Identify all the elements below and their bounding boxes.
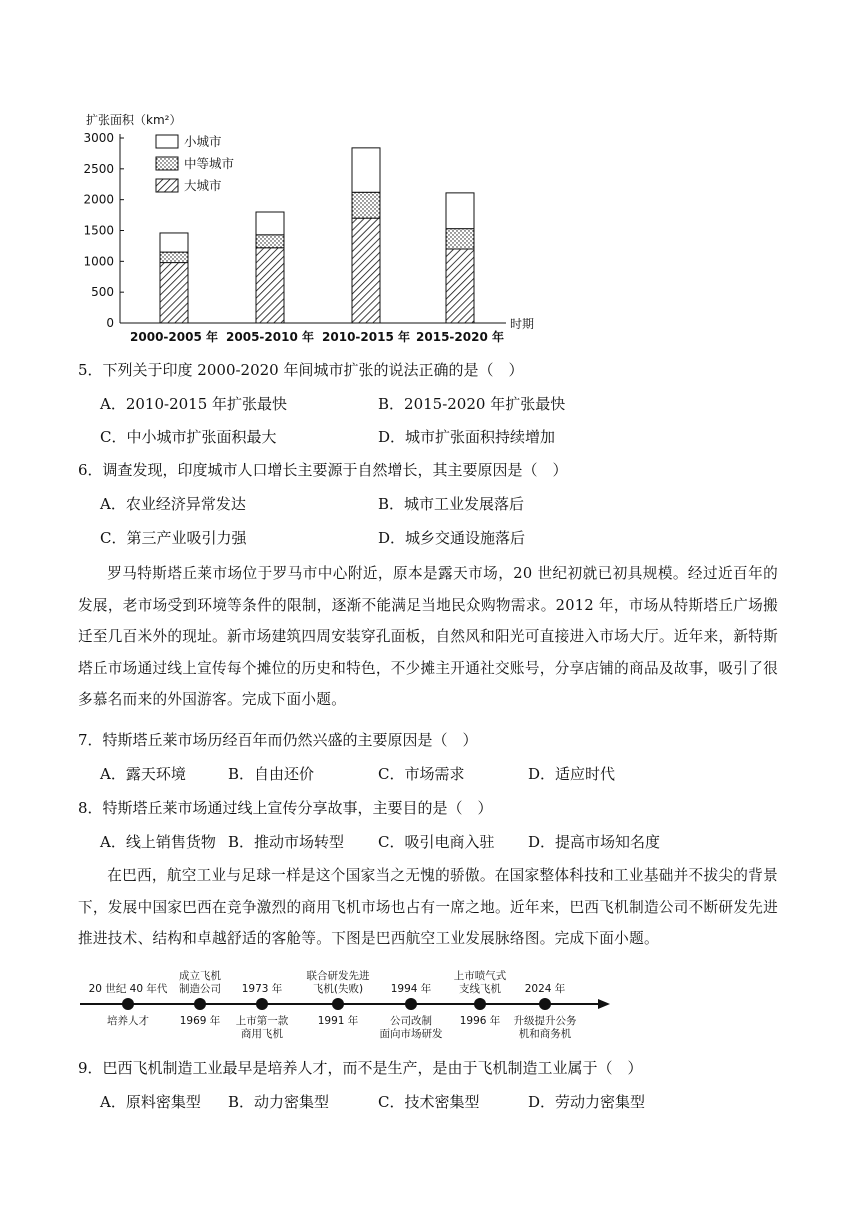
question-9-option-b[interactable]: B．动力密集型 (228, 1093, 330, 1111)
x-tick-label: 2005-2010 年 (226, 330, 314, 344)
bar-segment-1 (446, 249, 474, 323)
question-8-option-a[interactable]: A．线上销售货物 (100, 833, 216, 851)
legend-swatch (156, 135, 178, 148)
y-tick-label: 1500 (83, 223, 114, 238)
question-9-option-c[interactable]: C．技术密集型 (378, 1093, 480, 1111)
bar-segment-3 (256, 212, 284, 235)
timeline-top-label: 上市喷气式 (453, 970, 507, 982)
bar-segment-2 (256, 235, 284, 248)
timeline-bottom-label: 培养人才 (107, 1015, 149, 1027)
timeline-arrow-icon (598, 999, 610, 1009)
question-7-stem: 7．特斯塔丘莱市场历经百年而仍然兴盛的主要原因是（ ） (78, 731, 478, 749)
market-passage: 罗马特斯塔丘莱市场位于罗马市中心附近，原本是露天市场，20 世纪初就已初具规模。经过近百年的发展，老市场受到环境等条件的限制，逐渐不能满足当地民众购物需求。2012 年，市场从特斯塔丘广场搬迁至几百米外的现址。新市场建筑四周安装穿孔面板，自然风和阳光可直接进入市场大厅。近年来，新特斯塔丘市场通过线上宣传每个摊位的历史和特色，不少摊主开通社交账号，分享店铺的商品及故事，吸引了很多慕名而来的外国游客。完成下面小题。 (78, 565, 779, 708)
x-axis-label: 时期 (510, 317, 535, 331)
bar-segment-3 (446, 193, 474, 229)
question-5-option-a[interactable]: A．2010-2015 年扩张最快 (100, 395, 288, 413)
question-7-option-d[interactable]: D．适应时代 (528, 765, 616, 783)
question-7-option-a[interactable]: A．露天环境 (100, 765, 186, 783)
timeline-bottom-label: 1969 年 (179, 1015, 221, 1027)
timeline-bottom-label: 1996 年 (459, 1015, 501, 1027)
question-8-option-c[interactable]: C．吸引电商入驻 (378, 833, 495, 851)
legend-label: 中等城市 (184, 156, 235, 171)
timeline-bottom-label: 公司改制 (390, 1015, 432, 1027)
timeline-top-label: 1994 年 (390, 983, 432, 995)
timeline-bottom-label: 升级提升公务 (513, 1015, 577, 1027)
timeline-node (405, 998, 417, 1010)
question-9-option-d[interactable]: D．劳动力密集型 (528, 1093, 646, 1111)
timeline-top-label: 20 世纪 40 年代 (88, 983, 168, 995)
timeline-node (332, 998, 344, 1010)
question-8-option-b[interactable]: B．推动市场转型 (228, 833, 345, 851)
y-tick-label: 1000 (83, 254, 114, 269)
question-9-stem: 9．巴西飞机制造工业最早是培养人才，而不是生产，是由于飞机制造工业属于（ ） (78, 1059, 643, 1077)
x-tick-label: 2015-2020 年 (416, 330, 504, 344)
timeline-bottom-label: 机和商务机 (518, 1028, 572, 1040)
question-8-stem: 8．特斯塔丘莱市场通过线上宣传分享故事，主要目的是（ ） (78, 799, 493, 817)
question-8-option-d[interactable]: D．提高市场知名度 (528, 833, 661, 851)
timeline-top-label: 成立飞机 (179, 970, 221, 982)
x-tick-label: 2010-2015 年 (322, 330, 410, 344)
legend-swatch (156, 179, 178, 192)
y-tick-label: 2500 (83, 161, 114, 176)
y-tick-label: 500 (91, 285, 114, 300)
y-tick-label: 2000 (83, 192, 114, 207)
question-6-option-d[interactable]: D．城乡交通设施落后 (378, 529, 526, 547)
question-7-option-b[interactable]: B．自由还价 (228, 765, 315, 783)
timeline-top-label: 制造公司 (179, 983, 221, 995)
brazil-passage: 在巴西，航空工业与足球一样是这个国家当之无愧的骄傲。在国家整体科技和工业基础并不拔尖的背景下，发展中国家巴西在竞争激烈的商用飞机市场也占有一席之地。近年来，巴西飞机制造公司不断研发先进推进技术、结构和卓越舒适的客舱等。下图是巴西航空工业发展脉络图。完成下面小题。 (78, 867, 779, 947)
timeline-top-label: 2024 年 (524, 983, 566, 995)
timeline-node (122, 998, 134, 1010)
timeline-top-label: 支线飞机 (459, 983, 501, 995)
timeline-bottom-label: 上市第一款 (235, 1015, 289, 1027)
legend-label: 大城市 (184, 178, 222, 193)
y-tick-label: 0 (106, 316, 114, 330)
legend-swatch (156, 157, 178, 170)
timeline-node (474, 998, 486, 1010)
question-5-option-b[interactable]: B．2015-2020 年扩张最快 (378, 395, 566, 413)
question-5-stem: 5．下列关于印度 2000-2020 年间城市扩张的说法正确的是（ ） (78, 361, 524, 379)
bar-segment-2 (446, 229, 474, 249)
y-axis-label: 扩张面积（km²） (86, 113, 182, 127)
question-6-option-a[interactable]: A．农业经济异常发达 (100, 495, 246, 513)
brazil-aviation-timeline (70, 962, 630, 1046)
timeline-top-label: 飞机(失败) (312, 983, 364, 995)
timeline-top-label: 联合研发先进 (306, 970, 370, 982)
question-7-option-c[interactable]: C．市场需求 (378, 765, 465, 783)
question-6-option-c[interactable]: C．第三产业吸引力强 (100, 529, 247, 547)
y-tick-label: 3000 (83, 131, 114, 145)
legend-label: 小城市 (184, 134, 222, 149)
bar-segment-3 (352, 148, 380, 192)
question-5-option-d[interactable]: D．城市扩张面积持续增加 (378, 428, 556, 446)
bar-segment-3 (160, 233, 188, 252)
bar-segment-2 (160, 252, 188, 262)
question-9-option-a[interactable]: A．原料密集型 (100, 1093, 201, 1111)
bar-segment-1 (256, 248, 284, 323)
stacked-bar-chart (78, 108, 558, 370)
bar-segment-1 (160, 263, 188, 323)
question-5-option-c[interactable]: C．中小城市扩张面积最大 (100, 428, 277, 446)
bar-segment-1 (352, 218, 380, 323)
question-6-stem: 6．调查发现，印度城市人口增长主要源于自然增长，其主要原因是（ ） (78, 461, 568, 479)
timeline-bottom-label: 1991 年 (317, 1015, 359, 1027)
question-6-option-b[interactable]: B．城市工业发展落后 (378, 495, 525, 513)
bar-segment-2 (352, 192, 380, 218)
x-tick-label: 2000-2005 年 (130, 330, 218, 344)
timeline-bottom-label: 商用飞机 (241, 1028, 283, 1040)
timeline-node (256, 998, 268, 1010)
timeline-bottom-label: 面向市场研发 (379, 1028, 443, 1040)
timeline-node (194, 998, 206, 1010)
timeline-top-label: 1973 年 (241, 983, 283, 995)
timeline-node (539, 998, 551, 1010)
